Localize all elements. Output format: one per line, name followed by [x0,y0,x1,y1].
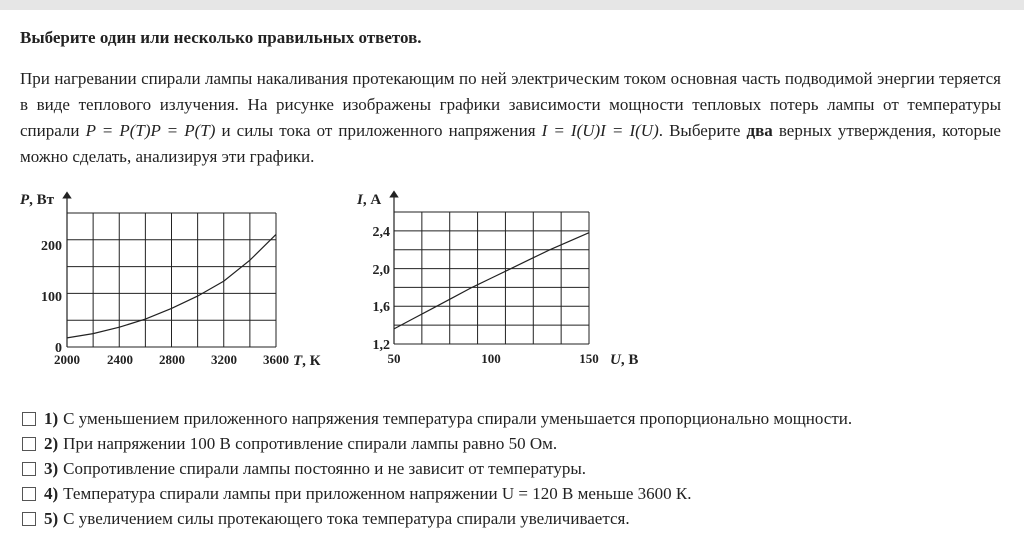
checkbox[interactable] [22,412,36,426]
answer-text: Сопротивление спирали лампы постоянно и не зависит от температуры. [63,458,587,478]
power-temperature-chart [67,195,276,347]
x-axis-label: T, К [293,353,321,369]
y-tick-label: 200 [41,239,62,254]
x-tick-label: 50 [387,351,401,366]
answers-list [22,406,852,531]
x-tick-label: 3200 [211,352,237,367]
answer-text: С увеличением силы протекающего тока температура спирали увеличивается. [63,508,630,528]
emphasis-two: два [746,121,773,140]
answer-number: 4) [44,483,59,503]
answer-text: При напряжении 100 В сопротивление спирали лампы равно 50 Ом. [63,433,558,453]
top-bar [0,0,1024,10]
y-tick-label: 2,0 [372,263,390,278]
y-tick-label: 2,4 [372,225,390,240]
y-tick-label: 100 [41,290,62,305]
answer-number: 3) [44,458,59,478]
answer-number: 1) [44,408,59,428]
answer-number: 5) [44,508,59,528]
question-text-part: верных утверждения, которые можно сделать, анализируя эти графики. [20,121,1001,166]
x-tick-label: 3600 [263,352,289,367]
question-text [20,66,1001,170]
checkbox[interactable] [22,437,36,451]
x-axis-label: U, В [610,352,639,368]
charts-svg [0,185,700,375]
charts-area [0,185,700,375]
formula-current: I = I(U)I = I(U) [541,121,659,140]
checkbox[interactable] [22,487,36,501]
x-tick-label: 2400 [107,352,133,367]
x-tick-label: 150 [579,351,599,366]
y-tick-label: 0 [55,341,62,356]
checkbox[interactable] [22,462,36,476]
x-tick-label: 2000 [54,352,80,367]
formula-power: P = P(T)P = P(T) [85,121,216,140]
y-axis-label: P, Вт [20,192,55,208]
x-tick-label: 100 [481,351,501,366]
answer-option-4[interactable] [22,481,852,506]
current-voltage-chart [394,194,589,344]
y-tick-label: 1,2 [372,338,390,353]
question-instruction: Выберите один или несколько правильных ответов. [20,28,422,47]
question-text-part: При нагревании спирали лампы накаливания протекающим по ней электрическим током основная часть подводимой энергии теряется в виде теплового излучения. На рисунке изображены графики зависимости мощности тепловых потерь лампы от температуры спирали [20,69,1001,140]
answer-option-3[interactable] [22,456,852,481]
answer-option-5[interactable] [22,506,852,531]
answer-text: Температура спирали лампы при приложенном напряжении U = 120 В меньше 3600 К. [63,483,692,503]
y-axis-label: I, А [357,192,382,208]
question-text-part: . Выберите [658,121,747,140]
answer-number: 2) [44,433,59,453]
data-curve [394,233,589,329]
answer-option-2[interactable] [22,431,852,456]
answer-option-1[interactable] [22,406,852,431]
y-tick-label: 1,6 [372,300,390,315]
x-tick-label: 2800 [159,352,185,367]
answer-text: С уменьшением приложенного напряжения температура спирали уменьшается пропорционально мощности. [63,408,853,428]
checkbox[interactable] [22,512,36,526]
question-text-part: и силы тока от приложенного напряжения [215,121,542,140]
